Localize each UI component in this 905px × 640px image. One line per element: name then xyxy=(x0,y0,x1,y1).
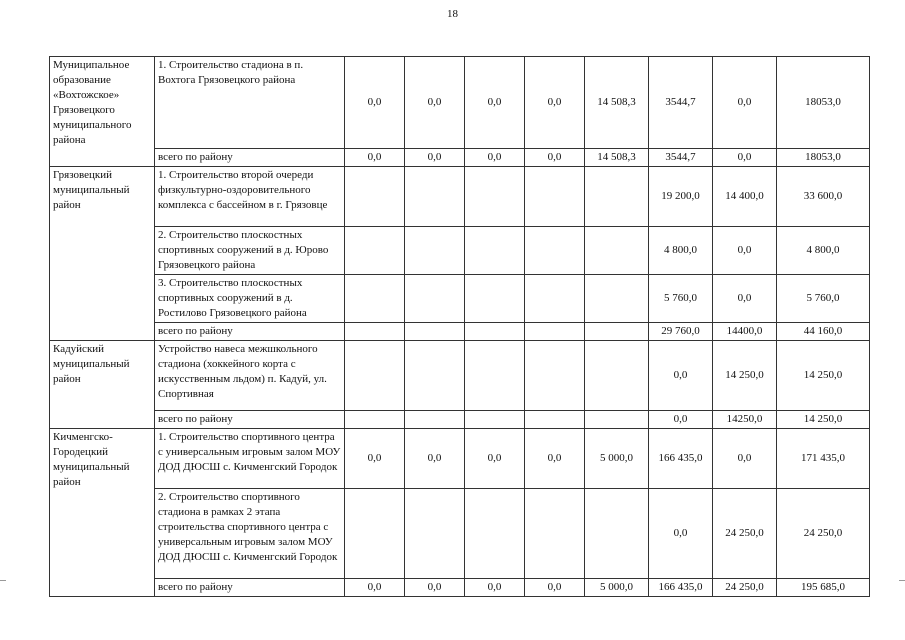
amount-cell xyxy=(405,275,465,323)
amount-cell xyxy=(525,275,585,323)
amount-cell: 3544,7 xyxy=(649,57,713,149)
municipality-cell: Муниципальное образование «Вохтожское» Грязовецкого муниципального района xyxy=(50,57,155,167)
amount-cell: 0,0 xyxy=(525,57,585,149)
amount-cell: 0,0 xyxy=(649,489,713,579)
amount-cell xyxy=(585,227,649,275)
amount-cell: 24 250,0 xyxy=(713,489,777,579)
amount-cell: 14 250,0 xyxy=(713,341,777,411)
amount-cell: 19 200,0 xyxy=(649,167,713,227)
amount-cell: 0,0 xyxy=(713,227,777,275)
project-name-cell: 1. Строительство спортивного центра с универсальным игровым залом МОУ ДОД ДЮСШ с. Кичменгский Городок xyxy=(155,429,345,489)
project-row xyxy=(50,429,870,489)
amount-cell xyxy=(345,489,405,579)
amount-cell xyxy=(345,411,405,429)
amount-cell xyxy=(405,341,465,411)
district-total-row xyxy=(50,579,870,597)
amount-cell: 171 435,0 xyxy=(777,429,870,489)
project-name-cell: 1. Строительство второй очереди физкультурно-оздоровительного комплекса с бассейном в г. Грязовце xyxy=(155,167,345,227)
amount-cell: 14 250,0 xyxy=(777,411,870,429)
amount-cell: 0,0 xyxy=(405,149,465,167)
amount-cell xyxy=(585,167,649,227)
municipality-cell: Кадуйский муниципальный район xyxy=(50,341,155,429)
amount-cell: 24 250,0 xyxy=(713,579,777,597)
amount-cell: 14 508,3 xyxy=(585,57,649,149)
project-name-cell: 3. Строительство плоскостных спортивных сооружений в д. Ростилово Грязовецкого района xyxy=(155,275,345,323)
project-row xyxy=(50,57,870,149)
amount-cell: 5 000,0 xyxy=(585,429,649,489)
budget-table xyxy=(49,56,870,597)
amount-cell: 29 760,0 xyxy=(649,323,713,341)
amount-cell: 14250,0 xyxy=(713,411,777,429)
project-row xyxy=(50,275,870,323)
amount-cell: 0,0 xyxy=(405,57,465,149)
amount-cell xyxy=(465,323,525,341)
municipality-cell: Кичменгско-Городецкий муниципальный район xyxy=(50,429,155,597)
amount-cell: 0,0 xyxy=(525,149,585,167)
project-name-cell: 2. Строительство спортивного стадиона в рамках 2 этапа строительства спортивного центра с универсальным игровым залом МОУ ДОД ДЮСШ с. Кичменгский Городок xyxy=(155,489,345,579)
amount-cell xyxy=(345,275,405,323)
right-margin-mark xyxy=(899,580,905,581)
amount-cell xyxy=(585,489,649,579)
district-total-label: всего по району xyxy=(155,323,345,341)
amount-cell xyxy=(345,341,405,411)
amount-cell xyxy=(585,411,649,429)
amount-cell xyxy=(525,167,585,227)
amount-cell: 0,0 xyxy=(405,429,465,489)
district-total-row xyxy=(50,323,870,341)
amount-cell: 0,0 xyxy=(345,57,405,149)
amount-cell xyxy=(465,489,525,579)
amount-cell xyxy=(465,411,525,429)
amount-cell: 0,0 xyxy=(345,429,405,489)
amount-cell: 5 760,0 xyxy=(777,275,870,323)
amount-cell xyxy=(525,489,585,579)
amount-cell: 0,0 xyxy=(525,429,585,489)
amount-cell xyxy=(465,341,525,411)
amount-cell xyxy=(345,167,405,227)
amount-cell xyxy=(525,341,585,411)
amount-cell: 0,0 xyxy=(649,411,713,429)
district-total-label: всего по району xyxy=(155,149,345,167)
amount-cell xyxy=(525,411,585,429)
amount-cell xyxy=(405,167,465,227)
amount-cell: 0,0 xyxy=(713,275,777,323)
district-total-label: всего по району xyxy=(155,411,345,429)
amount-cell: 0,0 xyxy=(345,149,405,167)
project-row xyxy=(50,227,870,275)
amount-cell: 0,0 xyxy=(465,429,525,489)
amount-cell xyxy=(465,227,525,275)
project-row xyxy=(50,489,870,579)
amount-cell xyxy=(405,227,465,275)
amount-cell xyxy=(405,323,465,341)
amount-cell: 0,0 xyxy=(465,579,525,597)
budget-table-body xyxy=(50,57,870,597)
amount-cell xyxy=(585,275,649,323)
project-name-cell: 1. Строительство стадиона в п. Вохтога Грязовецкого района xyxy=(155,57,345,149)
amount-cell: 166 435,0 xyxy=(649,579,713,597)
amount-cell: 5 760,0 xyxy=(649,275,713,323)
amount-cell: 18053,0 xyxy=(777,149,870,167)
page-number: 18 xyxy=(447,8,458,20)
amount-cell: 14 508,3 xyxy=(585,149,649,167)
amount-cell: 0,0 xyxy=(713,57,777,149)
amount-cell xyxy=(405,489,465,579)
amount-cell: 0,0 xyxy=(713,429,777,489)
project-name-cell: Устройство навеса межшкольного стадиона (хоккейного корта с искусственным льдом) п. Кадуй, ул. Спортивная xyxy=(155,341,345,411)
amount-cell: 4 800,0 xyxy=(777,227,870,275)
project-row xyxy=(50,167,870,227)
amount-cell: 0,0 xyxy=(525,579,585,597)
district-total-row xyxy=(50,411,870,429)
amount-cell: 0,0 xyxy=(465,57,525,149)
amount-cell xyxy=(405,411,465,429)
amount-cell: 0,0 xyxy=(713,149,777,167)
amount-cell: 4 800,0 xyxy=(649,227,713,275)
amount-cell: 14 400,0 xyxy=(713,167,777,227)
amount-cell: 18053,0 xyxy=(777,57,870,149)
amount-cell xyxy=(525,323,585,341)
amount-cell xyxy=(525,227,585,275)
amount-cell: 3544,7 xyxy=(649,149,713,167)
amount-cell: 0,0 xyxy=(649,341,713,411)
amount-cell xyxy=(585,323,649,341)
municipality-cell: Грязовецкий муниципальный район xyxy=(50,167,155,341)
amount-cell: 195 685,0 xyxy=(777,579,870,597)
amount-cell: 0,0 xyxy=(465,149,525,167)
amount-cell: 166 435,0 xyxy=(649,429,713,489)
project-row xyxy=(50,341,870,411)
amount-cell xyxy=(345,227,405,275)
district-total-label: всего по району xyxy=(155,579,345,597)
amount-cell: 0,0 xyxy=(405,579,465,597)
amount-cell: 33 600,0 xyxy=(777,167,870,227)
amount-cell: 14 250,0 xyxy=(777,341,870,411)
left-margin-mark xyxy=(0,580,6,581)
amount-cell: 0,0 xyxy=(345,579,405,597)
district-total-row xyxy=(50,149,870,167)
amount-cell xyxy=(465,167,525,227)
amount-cell xyxy=(345,323,405,341)
amount-cell xyxy=(585,341,649,411)
project-name-cell: 2. Строительство плоскостных спортивных сооружений в д. Юрово Грязовецкого района xyxy=(155,227,345,275)
amount-cell: 14400,0 xyxy=(713,323,777,341)
amount-cell: 44 160,0 xyxy=(777,323,870,341)
amount-cell xyxy=(465,275,525,323)
amount-cell: 5 000,0 xyxy=(585,579,649,597)
amount-cell: 24 250,0 xyxy=(777,489,870,579)
